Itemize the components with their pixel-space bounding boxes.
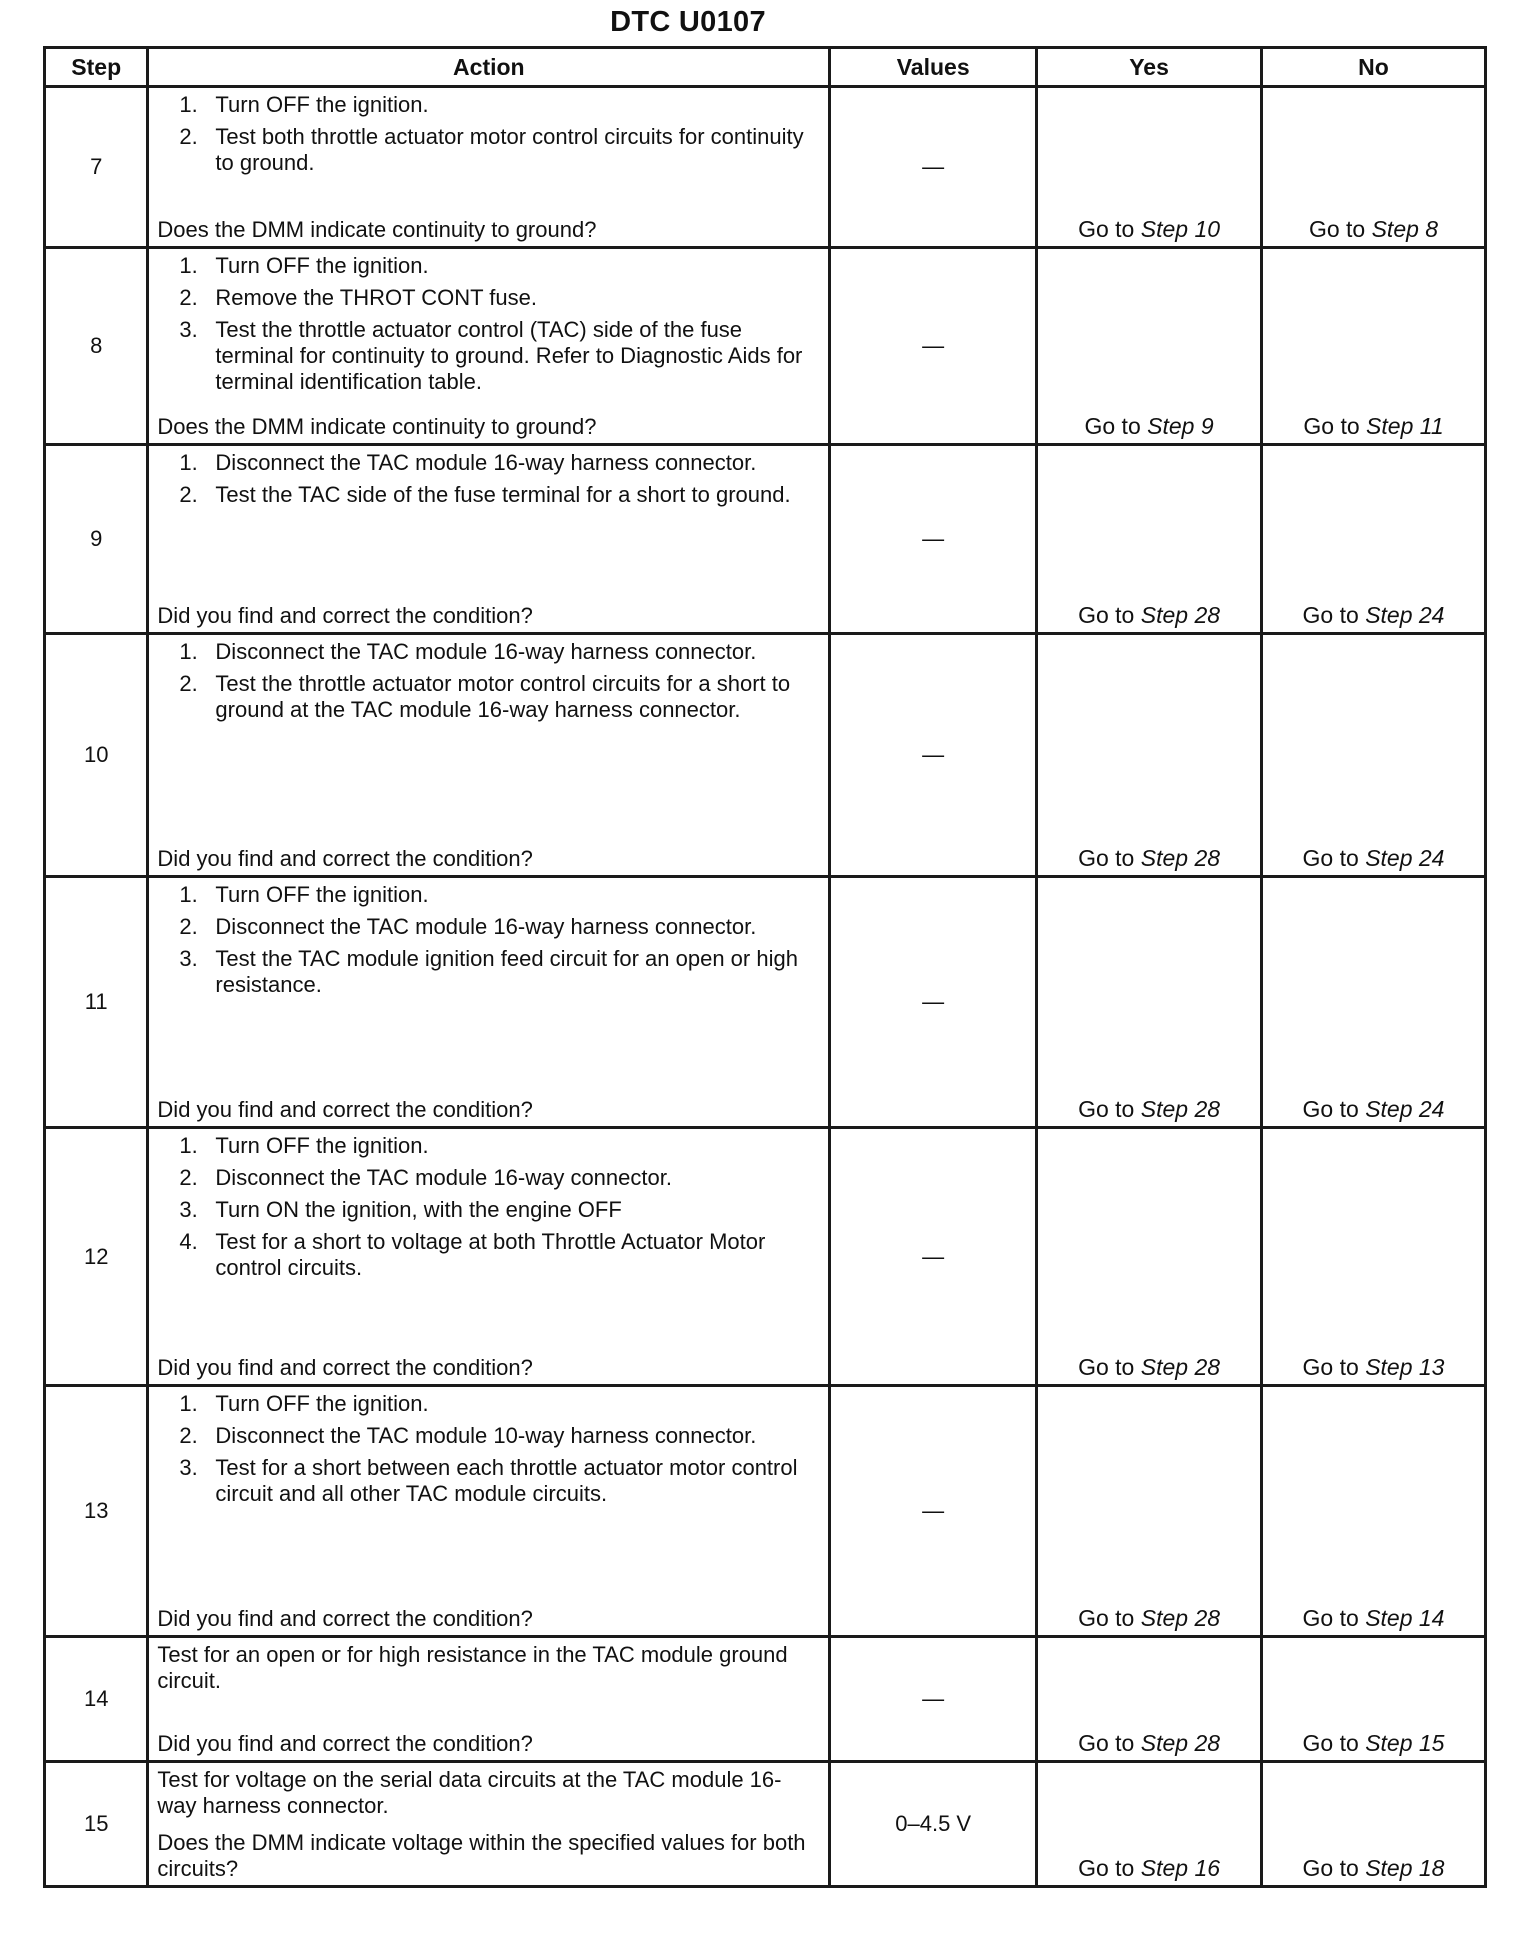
list-item-number: 2.: [179, 482, 198, 507]
list-item-text: Disconnect the TAC module 10-way harness connector.: [215, 1423, 757, 1448]
goto-prefix: Go to: [1078, 1096, 1135, 1122]
table-row: [45, 87, 1486, 248]
goto-yes-link: [1038, 1354, 1260, 1381]
no-cell: [1262, 445, 1486, 634]
action-steps-list: [157, 882, 814, 998]
table-row: [45, 248, 1486, 445]
table-header-row: [45, 48, 1486, 87]
list-item-text: Test the TAC side of the fuse terminal for a short to ground.: [215, 482, 791, 507]
action-question: Did you find and correct the condition?: [157, 1731, 533, 1756]
diagnostic-table: [43, 46, 1487, 1888]
header-values: Values: [830, 48, 1037, 87]
action-question: Did you find and correct the condition?: [157, 846, 533, 871]
list-item-number: 1.: [179, 1391, 198, 1416]
table-row: [45, 1762, 1486, 1887]
header-yes: Yes: [1037, 48, 1262, 87]
step-number: 11: [45, 877, 148, 1128]
action-question: Does the DMM indicate voltage within the specified values for both circuits?: [157, 1830, 806, 1881]
values-cell: —: [830, 1637, 1037, 1762]
values-cell: —: [830, 877, 1037, 1128]
goto-target-step: Step 9: [1147, 413, 1214, 439]
action-question: Did you find and correct the condition?: [157, 1097, 533, 1122]
list-item-number: 2.: [179, 671, 198, 696]
list-item-text: Turn ON the ignition, with the engine OFF: [215, 1197, 622, 1222]
list-item-text: Test the throttle actuator motor control circuits for a short to ground at the TAC module 16-way harness connector.: [215, 671, 791, 722]
action-cell: [148, 634, 830, 877]
goto-prefix: Go to: [1078, 602, 1135, 628]
action-cell: [148, 445, 830, 634]
list-item-text: Remove the THROT CONT fuse.: [215, 285, 537, 310]
list-item: [179, 671, 814, 723]
action-steps-list: [157, 639, 814, 723]
table-row: [45, 634, 1486, 877]
header-step: Step: [45, 48, 148, 87]
values-cell: —: [830, 87, 1037, 248]
yes-cell: [1037, 877, 1262, 1128]
goto-prefix: Go to: [1302, 1855, 1359, 1881]
table-row: [45, 877, 1486, 1128]
goto-prefix: Go to: [1303, 413, 1360, 439]
list-item-number: 1.: [179, 450, 198, 475]
goto-target-step: Step 14: [1365, 1605, 1445, 1631]
goto-no-link: [1263, 216, 1484, 243]
no-cell: [1262, 248, 1486, 445]
step-number: 13: [45, 1386, 148, 1637]
no-cell: [1262, 634, 1486, 877]
list-item: [179, 1391, 814, 1417]
list-item-number: 2.: [179, 1423, 198, 1448]
list-item: [179, 482, 814, 508]
list-item-text: Test both throttle actuator motor control circuits for continuity to ground.: [215, 124, 804, 175]
step-number: 12: [45, 1128, 148, 1386]
goto-target-step: Step 24: [1365, 845, 1445, 871]
action-question: Did you find and correct the condition?: [157, 1606, 533, 1631]
goto-target-step: Step 24: [1365, 1096, 1445, 1122]
action-cell: [148, 1762, 830, 1887]
no-cell: [1262, 1128, 1486, 1386]
goto-yes-link: [1038, 602, 1260, 629]
no-cell: [1262, 87, 1486, 248]
yes-cell: [1037, 634, 1262, 877]
goto-no-link: [1263, 845, 1484, 872]
goto-no-link: [1263, 1730, 1484, 1757]
list-item-number: 2.: [179, 914, 198, 939]
action-steps-list: [157, 253, 814, 395]
action-text: Test for an open or for high resistance in the TAC module ground circuit.: [157, 1642, 788, 1693]
list-item: [179, 317, 814, 395]
list-item-number: 2.: [179, 124, 198, 149]
list-item-number: 3.: [179, 946, 198, 971]
step-number: 7: [45, 87, 148, 248]
no-cell: [1262, 1386, 1486, 1637]
list-item-text: Disconnect the TAC module 16-way harness connector.: [215, 639, 757, 664]
values-cell: —: [830, 1128, 1037, 1386]
goto-prefix: Go to: [1078, 216, 1135, 242]
goto-prefix: Go to: [1078, 1605, 1135, 1631]
goto-target-step: Step 13: [1365, 1354, 1445, 1380]
table-row: [45, 1386, 1486, 1637]
action-question: Does the DMM indicate continuity to ground?: [157, 414, 597, 439]
list-item-number: 3.: [179, 1197, 198, 1222]
list-item-text: Turn OFF the ignition.: [215, 1391, 429, 1416]
goto-target-step: Step 28: [1140, 1354, 1221, 1380]
yes-cell: [1037, 445, 1262, 634]
goto-prefix: Go to: [1078, 845, 1135, 871]
table-row: [45, 1128, 1486, 1386]
goto-prefix: Go to: [1308, 216, 1366, 242]
list-item: [179, 285, 814, 311]
yes-cell: [1037, 1762, 1262, 1887]
list-item-number: 4.: [179, 1229, 198, 1254]
list-item: [179, 1423, 814, 1449]
list-item-text: Disconnect the TAC module 16-way connector.: [215, 1165, 672, 1190]
action-question: Did you find and correct the condition?: [157, 1355, 533, 1380]
list-item: [179, 1229, 814, 1281]
action-cell: [148, 877, 830, 1128]
action-cell: [148, 87, 830, 248]
goto-no-link: [1263, 1096, 1484, 1123]
action-cell: [148, 248, 830, 445]
no-cell: [1262, 1762, 1486, 1887]
list-item-text: Turn OFF the ignition.: [215, 1133, 429, 1158]
goto-target-step: Step 10: [1140, 216, 1221, 242]
action-steps-list: [157, 1391, 814, 1507]
goto-prefix: Go to: [1302, 845, 1359, 871]
goto-target-step: Step 11: [1366, 413, 1444, 439]
step-number: 9: [45, 445, 148, 634]
action-text: Test for voltage on the serial data circuits at the TAC module 16-way harness connector.: [157, 1767, 782, 1818]
values-cell: —: [830, 248, 1037, 445]
list-item: [179, 1165, 814, 1191]
list-item-number: 1.: [179, 882, 198, 907]
yes-cell: [1037, 1128, 1262, 1386]
no-cell: [1262, 877, 1486, 1128]
goto-yes-link: [1038, 845, 1260, 872]
list-item: [179, 124, 814, 176]
list-item: [179, 882, 814, 908]
list-item: [179, 914, 814, 940]
goto-yes-link: [1038, 1855, 1260, 1882]
list-item-number: 3.: [179, 317, 198, 342]
list-item-text: Turn OFF the ignition.: [215, 253, 429, 278]
goto-target-step: Step 28: [1140, 845, 1221, 871]
list-item-number: 2.: [179, 1165, 198, 1190]
goto-target-step: Step 24: [1365, 602, 1445, 628]
goto-target-step: Step 15: [1365, 1730, 1445, 1756]
action-question: Does the DMM indicate continuity to ground?: [157, 217, 597, 242]
yes-cell: [1037, 87, 1262, 248]
list-item-number: 3.: [179, 1455, 198, 1480]
no-cell: [1262, 1637, 1486, 1762]
goto-prefix: Go to: [1302, 1096, 1359, 1122]
list-item-number: 1.: [179, 92, 198, 117]
header-no: No: [1262, 48, 1486, 87]
step-number: 10: [45, 634, 148, 877]
goto-prefix: Go to: [1078, 1855, 1135, 1881]
goto-prefix: Go to: [1302, 1605, 1359, 1631]
goto-prefix: Go to: [1302, 602, 1359, 628]
list-item: [179, 639, 814, 665]
goto-yes-link: [1038, 413, 1260, 440]
goto-prefix: Go to: [1302, 1354, 1359, 1380]
goto-prefix: Go to: [1084, 413, 1141, 439]
list-item: [179, 946, 814, 998]
goto-no-link: [1263, 1354, 1484, 1381]
list-item-text: Turn OFF the ignition.: [215, 92, 429, 117]
action-steps-list: [157, 92, 814, 176]
list-item-text: Test for a short to voltage at both Throttle Actuator Motor control circuits.: [215, 1229, 766, 1280]
values-cell: —: [830, 445, 1037, 634]
list-item-number: 1.: [179, 253, 198, 278]
goto-target-step: Step 28: [1140, 602, 1221, 628]
list-item-text: Test for a short between each throttle actuator motor control circuit and all other TAC module circuits.: [215, 1455, 798, 1506]
table-body: [45, 87, 1486, 1887]
yes-cell: [1037, 248, 1262, 445]
action-cell: [148, 1637, 830, 1762]
step-number: 14: [45, 1637, 148, 1762]
goto-no-link: [1263, 1605, 1484, 1632]
step-number: 8: [45, 248, 148, 445]
list-item: [179, 1197, 814, 1223]
list-item: [179, 450, 814, 476]
action-steps-list: [157, 450, 814, 508]
list-item-text: Disconnect the TAC module 16-way harness connector.: [215, 450, 757, 475]
list-item-text: Turn OFF the ignition.: [215, 882, 429, 907]
list-item-number: 2.: [179, 285, 198, 310]
table-row: [45, 445, 1486, 634]
list-item-text: Disconnect the TAC module 16-way harness connector.: [215, 914, 757, 939]
list-item-number: 1.: [179, 639, 198, 664]
goto-yes-link: [1038, 1096, 1260, 1123]
goto-prefix: Go to: [1078, 1354, 1135, 1380]
goto-prefix: Go to: [1078, 1730, 1135, 1756]
action-cell: [148, 1128, 830, 1386]
list-item: [179, 1133, 814, 1159]
values-cell: —: [830, 634, 1037, 877]
yes-cell: [1037, 1637, 1262, 1762]
goto-no-link: [1263, 602, 1484, 629]
action-steps-list: [157, 1133, 814, 1281]
goto-yes-link: [1038, 216, 1260, 243]
action-cell: [148, 1386, 830, 1637]
values-cell: 0–4.5 V: [830, 1762, 1037, 1887]
header-action: Action: [148, 48, 830, 87]
goto-target-step: Step 28: [1140, 1096, 1221, 1122]
goto-target-step: Step 28: [1140, 1730, 1221, 1756]
goto-target-step: Step 8: [1371, 216, 1439, 242]
list-item-text: Test the throttle actuator control (TAC) side of the fuse terminal for continuity to ground. Refer to Diagnostic Aids for terminal identification table.: [215, 317, 803, 394]
goto-target-step: Step 16: [1140, 1855, 1221, 1881]
page-title: DTC U0107: [610, 6, 766, 38]
step-number: 15: [45, 1762, 148, 1887]
list-item-number: 1.: [179, 1133, 198, 1158]
goto-no-link: [1263, 413, 1484, 440]
list-item: [179, 1455, 814, 1507]
values-cell: —: [830, 1386, 1037, 1637]
action-question: Did you find and correct the condition?: [157, 603, 533, 628]
goto-target-step: Step 18: [1365, 1855, 1445, 1881]
goto-prefix: Go to: [1302, 1730, 1359, 1756]
list-item: [179, 253, 814, 279]
table-row: [45, 1637, 1486, 1762]
goto-yes-link: [1038, 1605, 1260, 1632]
goto-target-step: Step 28: [1140, 1605, 1221, 1631]
yes-cell: [1037, 1386, 1262, 1637]
goto-yes-link: [1038, 1730, 1260, 1757]
goto-no-link: [1263, 1855, 1484, 1882]
list-item-text: Test the TAC module ignition feed circuit for an open or high resistance.: [215, 946, 798, 997]
list-item: [179, 92, 814, 118]
